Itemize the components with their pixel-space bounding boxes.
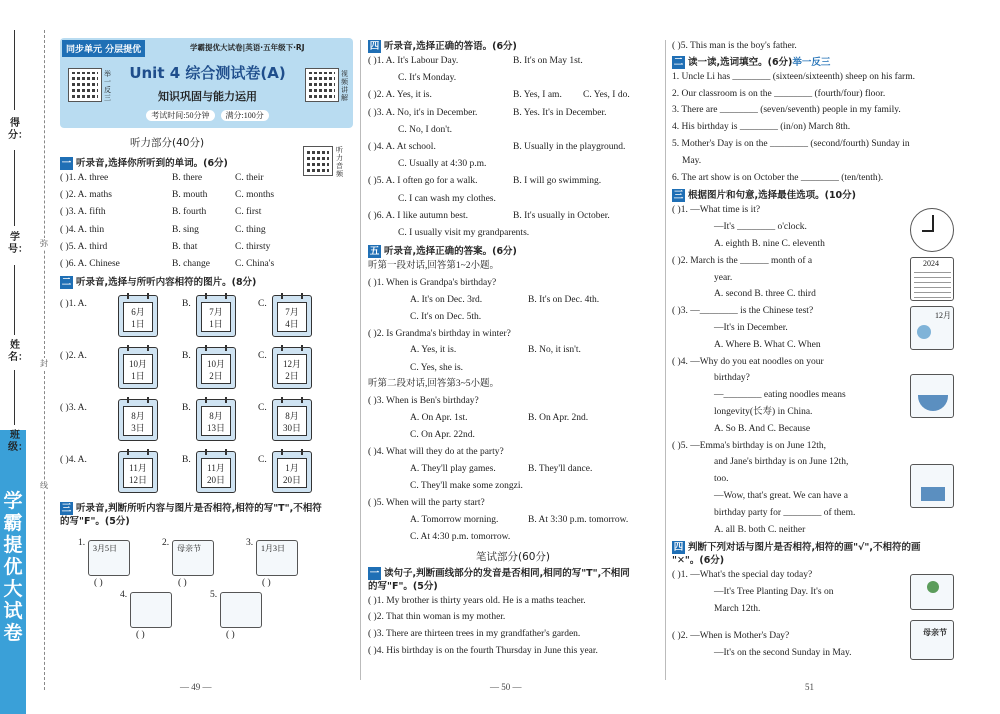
column-2: [368, 38, 658, 660]
list-item: [368, 156, 658, 173]
fill-in-item: 6. The art show is on October the ________ (ten/tenth).: [672, 172, 884, 183]
option-text: B. No, it isn't.: [528, 345, 581, 356]
picture-text: 1月3日: [261, 544, 285, 554]
option-text: C. I can wash my clothes.: [398, 193, 496, 204]
page-number: — 50 —: [490, 682, 522, 692]
list-item: ( )3. There are thirteen trees in my grandfather's garden.: [368, 629, 581, 640]
section-title: 听录音,选择与所听内容相符的图片。(8分): [76, 277, 257, 289]
option-text: ( )1. A. three: [60, 173, 109, 183]
binding-spine: [0, 0, 52, 714]
option-text: ( )3. A. No, it's in December.: [368, 107, 478, 118]
page-number: — 49 —: [180, 682, 212, 692]
listening-title: 听力部分(40分): [130, 137, 205, 149]
page-number: 51: [805, 682, 814, 692]
question-line: A. second B. three C. third: [714, 289, 816, 300]
option-text: C. Usually at 4:30 p.m.: [398, 159, 487, 170]
option-text: C. I usually visit my grandparents.: [398, 227, 530, 238]
section-number: 二: [61, 277, 72, 289]
question-line: ( )5. —Emma's birthday is on June 12th,: [672, 440, 826, 451]
fill-in-item: 4. His birthday is ________ (in/on) March 8th.: [672, 122, 851, 133]
list-item: [368, 87, 658, 104]
section-number: 一: [369, 567, 380, 579]
brand-vertical: 学霸提优大试卷: [3, 490, 23, 644]
calendar-date: [201, 302, 231, 332]
section-title: 读句子,判断画线部分的发音是否相同,相同的写"T",不相同: [384, 567, 630, 579]
option-text: B. Usually in the playground.: [513, 141, 626, 152]
calendar-date: [123, 458, 153, 488]
question-text: ( )1. When is Grandpa's birthday?: [368, 277, 497, 288]
answer-blank[interactable]: ( ): [136, 630, 145, 641]
name-label: 姓名：: [8, 340, 28, 363]
calendar-month: 1月: [285, 463, 299, 474]
calendar-icon[interactable]: [272, 347, 312, 389]
calendar-date: [277, 354, 307, 384]
section-2-items: [60, 289, 353, 499]
qr-listen-label: 听力音频: [336, 146, 343, 178]
question-text: ( )3. When is Ben's birthday?: [368, 396, 479, 407]
cut-char: 弥: [40, 239, 48, 248]
option-text: C. It's Monday.: [398, 73, 457, 84]
question-line: —It's on the second Sunday in May.: [714, 647, 852, 658]
option-text: A. It's on Dec. 3rd.: [410, 294, 483, 305]
calendar-day: 13日: [206, 423, 225, 434]
class-label: 班级：: [8, 430, 28, 453]
list-item: [60, 239, 353, 256]
question-line: A. all B. both C. neither: [714, 524, 806, 535]
question-line: ( )2. —When is Mother's Day?: [672, 630, 790, 641]
column-divider: [665, 40, 666, 680]
question-line: ( )4. —Why do you eat noodles on your: [672, 356, 824, 367]
option-text: ( )5. A. I often go for a walk.: [368, 176, 478, 187]
question-line: birthday?: [714, 373, 750, 384]
calendar-day: 20日: [282, 475, 301, 486]
option-label: B.: [182, 403, 191, 414]
class-line[interactable]: [14, 370, 15, 425]
option-row: [368, 461, 658, 478]
exam-time: 考试时间:50分钟: [146, 110, 214, 121]
list-item: [368, 53, 658, 70]
option-label: B.: [182, 299, 191, 310]
qr-code-icon[interactable]: [305, 68, 339, 102]
qr-left-label: 举一反三: [104, 70, 111, 102]
section-title: 听录音,选择正确的答语。(6分): [384, 41, 517, 52]
student-test-icon: [910, 306, 954, 350]
option-row: [368, 292, 658, 309]
question-line: A. eighth B. nine C. eleventh: [714, 238, 825, 249]
list-item: [60, 187, 353, 204]
section-4-items: [368, 53, 658, 242]
calendar-year: 2024: [923, 259, 939, 268]
question-text: ( )5. When will the party start?: [368, 497, 485, 508]
option-text: C. Yes, she is.: [410, 362, 464, 373]
calendar-month: 7月: [285, 307, 299, 318]
option-text: B. It's on Dec. 4th.: [528, 294, 600, 305]
exam-score: 满分:100分: [221, 110, 269, 121]
fill-in-item: 1. Uncle Li has ________ (sixteen/sixteenth) sheep on his farm.: [672, 71, 915, 82]
calendar-month: 6月: [131, 307, 145, 318]
question-line: ( )3. —________ is the Chinese test?: [672, 306, 814, 317]
calendar-month: 12月: [282, 359, 301, 370]
picture-text: 母亲节: [177, 544, 201, 554]
question-line: —Wow, that's great. We can have a: [714, 490, 848, 501]
calendar-date: [201, 354, 231, 384]
calendar-icon[interactable]: [118, 295, 158, 337]
option-label: C.: [258, 351, 267, 362]
calendar-month: 8月: [131, 411, 145, 422]
calendar-icon[interactable]: [196, 399, 236, 441]
picture-box: [256, 540, 298, 576]
list-item: [368, 122, 658, 139]
question-line: —________ eating noodles means: [714, 390, 846, 401]
option-text: A. On Apr. 1st.: [410, 413, 468, 424]
exam-info: [120, 110, 295, 121]
page-subtitle: 知识巩固与能力运用: [158, 90, 257, 103]
name-line[interactable]: [14, 265, 15, 335]
option-text: C. It's on Dec. 5th.: [410, 311, 482, 322]
option-text: ( )6. A. I like autumn best.: [368, 210, 468, 221]
option-text: C. their: [235, 173, 264, 183]
student-id-label: 学号：: [8, 232, 28, 255]
calendar-month: 11月: [129, 463, 147, 474]
question-line: too.: [714, 474, 729, 485]
option-text: B. change: [172, 258, 210, 269]
list-item: ( )1. My brother is thirty years old. He is a maths teacher.: [368, 595, 586, 606]
option-text: B. fourth: [172, 207, 207, 218]
section-number: 二: [673, 56, 684, 68]
option-text: B. sing: [172, 224, 199, 235]
calendar-date: [201, 406, 231, 436]
fill-in-item: 2. Our classroom is on the ________ (fourth/four) floor.: [672, 88, 886, 99]
section-title-cont: "✕"。(6分): [672, 555, 725, 567]
calendar-month: 8月: [285, 411, 299, 422]
option-text: C. months: [235, 190, 275, 201]
column-divider: [360, 40, 361, 680]
calendar-day: 2日: [285, 371, 299, 382]
calendar-icon[interactable]: [272, 451, 312, 493]
option-text: B. I will go swimming.: [513, 176, 602, 187]
question-line: and Jane's birthday is on June 12th,: [714, 457, 849, 468]
calendar-date: [277, 406, 307, 436]
cut-char: 封: [40, 359, 48, 368]
option-text: C. On Apr. 22nd.: [410, 430, 475, 441]
option-text: C. first: [235, 207, 262, 218]
option-text: A. Tomorrow morning.: [410, 514, 499, 525]
option-text: B. there: [172, 173, 203, 183]
section-heading: [60, 502, 353, 515]
question-label: ( )2. A.: [60, 351, 87, 362]
student-id-line[interactable]: [14, 150, 15, 226]
option-text: C. Yes, I do.: [583, 90, 630, 101]
option-text: C. No, I don't.: [398, 124, 452, 135]
option-label: C.: [258, 455, 267, 466]
section-3-pictures: [60, 528, 353, 648]
question-line: —It's ________ o'clock.: [714, 222, 807, 233]
option-text: ( )1. A. It's Labour Day.: [368, 56, 459, 66]
option-text: B. It's on May 1st.: [513, 56, 583, 66]
calendar-day: 20日: [206, 475, 225, 486]
question-line: March 12th.: [714, 603, 761, 614]
question-line: ( )1. —What's the special day today?: [672, 570, 813, 581]
question-line: A. Where B. What C. When: [714, 339, 821, 350]
picture-number: 4.: [120, 590, 128, 601]
column-1: [60, 130, 353, 648]
section-5-items: [368, 258, 658, 546]
qr-right-label: 视频讲解: [341, 70, 348, 102]
calendar-day: 2日: [209, 371, 223, 382]
option-text: C. thirsty: [235, 241, 271, 252]
writing-1-item-5: ( )5. This man is the boy's father.: [672, 41, 797, 51]
calendar-icon[interactable]: [118, 451, 158, 493]
calendar-day: 12日: [128, 475, 147, 486]
calendar-date: [277, 302, 307, 332]
question-line: —It's Tree Planting Day. It's on: [714, 587, 834, 598]
option-text: B. They'll dance.: [528, 463, 593, 474]
fill-in-item: 3. There are ________ (seven/seventh) people in my family.: [672, 105, 901, 116]
picture-box: [130, 592, 172, 628]
option-text: ( )2. A. maths: [60, 190, 112, 201]
calendar-icon[interactable]: [118, 399, 158, 441]
option-row: [368, 342, 658, 359]
picture-box: [220, 592, 262, 628]
option-label: B.: [182, 455, 191, 466]
series-label: 学霸提优大试卷|英语·五年级下·RJ: [190, 43, 305, 52]
option-row: [368, 410, 658, 427]
section-1-items: [60, 170, 353, 273]
section-title: 听录音,判断所听内容与图片是否相符,相符的写"T",不相符: [76, 503, 322, 515]
option-text: B. Yes. It's in December.: [513, 107, 607, 118]
calendar-icon[interactable]: [196, 347, 236, 389]
answer-blank[interactable]: ( ): [226, 630, 235, 641]
picture-number: 5.: [210, 590, 218, 601]
writing-1-items: [368, 593, 658, 660]
calendar-month: 10月: [128, 359, 147, 370]
calendar-month: 8月: [209, 411, 223, 422]
option-text: B. On Apr. 2nd.: [528, 413, 589, 424]
list-item: [368, 105, 658, 122]
list-item: ( )2. That thin woman is my mother.: [368, 612, 506, 623]
section-number: 三: [61, 503, 72, 515]
option-label: B.: [182, 351, 191, 362]
fill-in-item: 5. Mother's Day is on the ________ (second/fourth) Sunday in: [672, 138, 910, 149]
writing-title: 笔试部分(60分): [475, 550, 551, 563]
answer-blank[interactable]: ( ): [94, 578, 103, 589]
option-text: ( )5. A. third: [60, 241, 108, 252]
question-line: birthday party for ________ of them.: [714, 507, 856, 518]
practice-tag[interactable]: 举一反三: [792, 56, 831, 68]
section-number: 一: [61, 158, 72, 169]
option-text: ( )4. A. thin: [60, 224, 105, 235]
birthday-cake-icon: [910, 464, 954, 508]
question-line: A. So B. And C. Because: [714, 423, 811, 434]
calendar-icon[interactable]: [272, 399, 312, 441]
option-text: B. It's usually in October.: [513, 210, 610, 221]
section-heading: [672, 56, 958, 69]
option-label: C.: [258, 299, 267, 310]
list-item: [368, 208, 658, 225]
mothers-day-icon: [910, 620, 954, 660]
calendar-date: [123, 302, 153, 332]
picture-number: 2.: [162, 538, 170, 549]
calendar-day: 1日: [131, 319, 145, 330]
section-number: 四: [673, 542, 684, 554]
calendar-month: 12月: [935, 311, 951, 320]
list-item: [60, 204, 353, 221]
option-text: B. mouth: [172, 190, 208, 201]
option-text: ( )6. A. Chinese: [60, 258, 120, 269]
calendar-date: [123, 406, 153, 436]
question-label: ( )1. A.: [60, 299, 87, 310]
question-text: ( )4. What will they do at the party?: [368, 447, 504, 457]
option-text: B. At 3:30 p.m. tomorrow.: [528, 514, 629, 525]
list-item: [368, 70, 658, 87]
qr-code-icon[interactable]: [68, 68, 102, 102]
list-item: [60, 256, 353, 273]
list-item: [60, 170, 353, 187]
question-line: —It's in December.: [714, 322, 788, 333]
calendar-icon[interactable]: [196, 451, 236, 493]
calendar-icon[interactable]: [118, 347, 158, 389]
exam-header: [60, 38, 353, 128]
tree-planting-icon: [910, 574, 954, 610]
option-text: C. China's: [235, 258, 275, 269]
fill-in-item: May.: [682, 155, 702, 166]
list-item: [368, 191, 658, 208]
question-label: ( )3. A.: [60, 403, 87, 414]
section-heading: [60, 276, 353, 289]
option-text: ( )2. A. Yes, it is.: [368, 90, 432, 101]
calendar-icon[interactable]: [196, 295, 236, 337]
section-number: 三: [673, 190, 684, 202]
section-title-cont: 的写"F"。(5分): [368, 580, 438, 592]
calendar-day: 3日: [131, 423, 145, 434]
section-title: 听录音,选择正确的答案。(6分): [384, 246, 517, 258]
section-heading: [368, 245, 658, 258]
section-title: 读一读,选词填空。(6分): [688, 56, 793, 68]
list-item: [368, 139, 658, 156]
calendar-2024-icon: [910, 257, 954, 301]
option-text: C. At 4:30 p.m. tomorrow.: [410, 531, 511, 542]
option-text: A. They'll play games.: [410, 463, 496, 474]
section-number: 五: [369, 246, 380, 258]
answer-blank[interactable]: ( ): [262, 578, 271, 589]
cut-char: 线: [40, 481, 48, 490]
unit-tag: 同步单元 分层提优: [62, 40, 145, 57]
calendar-date: [123, 354, 153, 384]
calendar-day: 30日: [282, 423, 301, 434]
option-text: B. that: [172, 241, 198, 252]
question-line: year.: [714, 272, 733, 283]
option-text: ( )4. A. At school.: [368, 141, 436, 152]
section-heading: [368, 40, 658, 53]
list-item: [368, 225, 658, 242]
section-heading: [368, 567, 658, 580]
answer-blank[interactable]: ( ): [178, 578, 187, 589]
calendar-month: 10月: [206, 359, 225, 370]
option-text: A. Yes, it is.: [410, 345, 457, 356]
clock-icon: [910, 208, 954, 252]
picture-box: [172, 540, 214, 576]
option-label: C.: [258, 403, 267, 414]
score-field-line[interactable]: [14, 30, 15, 110]
calendar-date: [201, 458, 231, 488]
score-field-label: 得分：: [8, 118, 28, 141]
option-row: [368, 512, 658, 529]
list-item: ( )4. His birthday is on the fourth Thursday in June this year.: [368, 645, 598, 656]
option-text: ( )3. A. fifth: [60, 207, 106, 218]
section-title: 根据图片和句意,选择最佳选项。(10分): [688, 190, 857, 202]
option-text: C. They'll make some zongzi.: [410, 480, 523, 491]
question-label: ( )4. A.: [60, 455, 87, 466]
picture-number: 3.: [246, 538, 254, 549]
question-line: longevity(长寿) in China.: [714, 406, 813, 417]
list-item: [368, 173, 658, 190]
calendar-day: 1日: [209, 319, 223, 330]
list-item: [60, 222, 353, 239]
section-title: 判断下列对话与图片是否相符,相符的画"√",不相符的画: [688, 542, 921, 554]
calendar-day: 4日: [285, 319, 299, 330]
writing-2-items: [672, 69, 958, 187]
calendar-icon[interactable]: [272, 295, 312, 337]
page-title: Unit 4 综合测试卷(A): [129, 64, 286, 82]
picture-number: 1.: [78, 538, 86, 549]
noodles-icon: [910, 374, 954, 418]
dialogue-intro: 听第二段对话,回答第3~5小题。: [368, 379, 500, 390]
mothers-day-text: 母亲节: [923, 628, 947, 637]
question-line: ( )1. —What time is it?: [672, 205, 761, 216]
section-title-cont: 的写"F"。(5分): [60, 516, 130, 528]
question-text: ( )2. Is Grandma's birthday in winter?: [368, 328, 511, 339]
calendar-month: 7月: [209, 307, 223, 318]
dialogue-intro: 听第一段对话,回答第1~2小题。: [368, 261, 500, 272]
section-heading: [672, 541, 958, 554]
section-title: 听录音,选择你所听到的单词。(6分): [76, 158, 228, 169]
picture-box: [88, 540, 130, 576]
option-text: C. thing: [235, 224, 266, 235]
calendar-day: 1日: [131, 371, 145, 382]
calendar-date: [277, 458, 307, 488]
option-text: B. Yes, I am.: [513, 90, 562, 101]
picture-text: 3月5日: [93, 544, 117, 554]
section-number: 四: [369, 41, 380, 52]
question-line: ( )2. March is the ______ month of a: [672, 255, 813, 266]
section-heading: [672, 189, 958, 202]
calendar-month: 11月: [207, 463, 225, 474]
